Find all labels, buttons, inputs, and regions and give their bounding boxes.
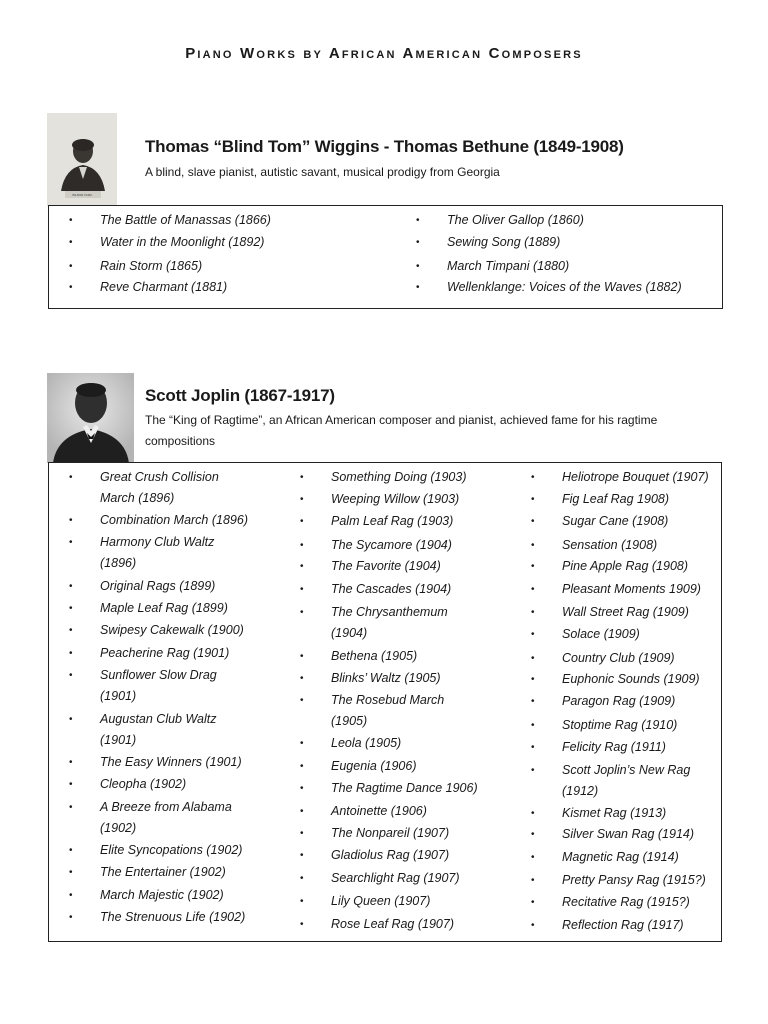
work-item: • The Nonpareil (1907): [300, 826, 450, 840]
work-item: • Searchlight Rag (1907): [300, 871, 460, 885]
work-item: • Peacherine Rag (1901): [69, 646, 230, 660]
work-item: • The Oliver Gallop (1860): [416, 213, 584, 227]
work-item: • Sunflower Slow Drag (1901): [69, 668, 217, 703]
work-item: • Wall Street Rag (1909): [531, 605, 689, 619]
work-item: • Water in the Moonlight (1892): [69, 235, 265, 249]
description-line: compositions: [145, 434, 216, 448]
composer-name: Scott Joplin (1867-1917): [145, 386, 335, 405]
work-item: • The Rosebud March (1905): [300, 693, 445, 728]
work-item: • Rose Leaf Rag (1907): [300, 917, 454, 931]
work-item: • Bethena (1905): [300, 649, 418, 663]
work-item: • Reflection Rag (1917): [531, 918, 684, 932]
work-item: • The Cascades (1904): [300, 582, 452, 596]
work-item: • Elite Syncopations (1902): [69, 843, 243, 857]
work-item: • Original Rags (1899): [69, 579, 216, 593]
works-list-scott-joplin: [48, 462, 722, 942]
work-item: • Antoinette (1906): [300, 804, 427, 818]
work-item: • Paragon Rag (1909): [531, 694, 676, 708]
work-item: • Gladiolus Rag (1907): [300, 848, 450, 862]
work-item: • Recitative Rag (1915?): [531, 895, 690, 909]
photo-caption: BLIND TOM: [72, 193, 92, 197]
work-item: • Harmony Club Waltz (1896): [69, 535, 215, 570]
work-item: • Wellenklange: Voices of the Waves (1882): [416, 280, 682, 294]
work-item: • Pine Apple Rag (1908): [531, 559, 689, 573]
work-item: • The Sycamore (1904): [300, 538, 452, 552]
work-item: • March Majestic (1902): [69, 888, 224, 902]
work-item: • The Entertainer (1902): [69, 865, 226, 879]
work-item: • Solace (1909): [531, 627, 640, 641]
work-item: • Cleopha (1902): [69, 777, 187, 791]
work-item: • Pretty Pansy Rag (1915?): [531, 873, 706, 887]
composer-description: [145, 410, 657, 452]
work-item: • Euphonic Sounds (1909): [531, 672, 700, 686]
work-item: • March Timpani (1880): [416, 259, 570, 273]
work-item: • Kismet Rag (1913): [531, 806, 667, 820]
work-item: • Blinks’ Waltz (1905): [300, 671, 441, 685]
work-item: • Stoptime Rag (1910): [531, 718, 678, 732]
composer-name: Thomas “Blind Tom” Wiggins - Thomas Bethune (1849-1908): [145, 137, 624, 156]
work-item: • Scott Joplin’s New Rag (1912): [531, 763, 691, 798]
work-item: • The Easy Winners (1901): [69, 755, 242, 769]
work-item: • Felicity Rag (1911): [531, 740, 666, 754]
description-line: The “King of Ragtime”, an African American composer and pianist, achieved fame for his ragtime: [145, 413, 658, 427]
work-item: • Sugar Cane (1908): [531, 514, 669, 528]
work-item: • Augustan Club Waltz (1901): [69, 712, 217, 747]
work-item: • Country Club (1909): [531, 651, 675, 665]
work-item: • Sensation (1908): [531, 538, 658, 552]
work-item: • Palm Leaf Rag (1903): [300, 514, 454, 528]
work-item: • The Strenuous Life (1902): [69, 910, 246, 924]
composer-description: A blind, slave pianist, autistic savant, musical prodigy from Georgia: [145, 165, 500, 179]
work-item: • Swipesy Cakewalk (1900): [69, 623, 244, 637]
work-item: • Combination March (1896): [69, 513, 248, 527]
work-item: • Great Crush Collision March (1896): [69, 470, 219, 505]
work-item: • Lily Queen (1907): [300, 894, 431, 908]
work-item: • Pleasant Moments 1909): [531, 582, 701, 596]
work-item: • Heliotrope Bouquet (1907): [531, 470, 709, 484]
work-item: • Silver Swan Rag (1914): [531, 827, 695, 841]
portrait-blind-tom: [47, 113, 117, 206]
work-item: • The Chrysanthemum (1904): [300, 605, 448, 640]
work-item: • Leola (1905): [300, 736, 402, 750]
works-list-blind-tom: [48, 205, 723, 309]
work-item: • Weeping Willow (1903): [300, 492, 460, 506]
work-item: • The Battle of Manassas (1866): [69, 213, 271, 227]
work-item: • Maple Leaf Rag (1899): [69, 601, 228, 615]
work-item: • Fig Leaf Rag 1908): [531, 492, 670, 506]
portrait-scott-joplin: [47, 373, 134, 463]
work-item: • Something Doing (1903): [300, 470, 467, 484]
work-item: • Reve Charmant (1881): [69, 280, 228, 294]
work-item: • The Favorite (1904): [300, 559, 441, 573]
work-item: • Sewing Song (1889): [416, 235, 561, 249]
page-title: Piano Works by African American Composers: [185, 45, 583, 62]
work-item: • Magnetic Rag (1914): [531, 850, 679, 864]
work-item: • Eugenia (1906): [300, 759, 417, 773]
work-item: • Rain Storm (1865): [69, 259, 203, 273]
work-item: • A Breeze from Alabama (1902): [69, 800, 232, 835]
work-item: • The Ragtime Dance 1906): [300, 781, 478, 795]
